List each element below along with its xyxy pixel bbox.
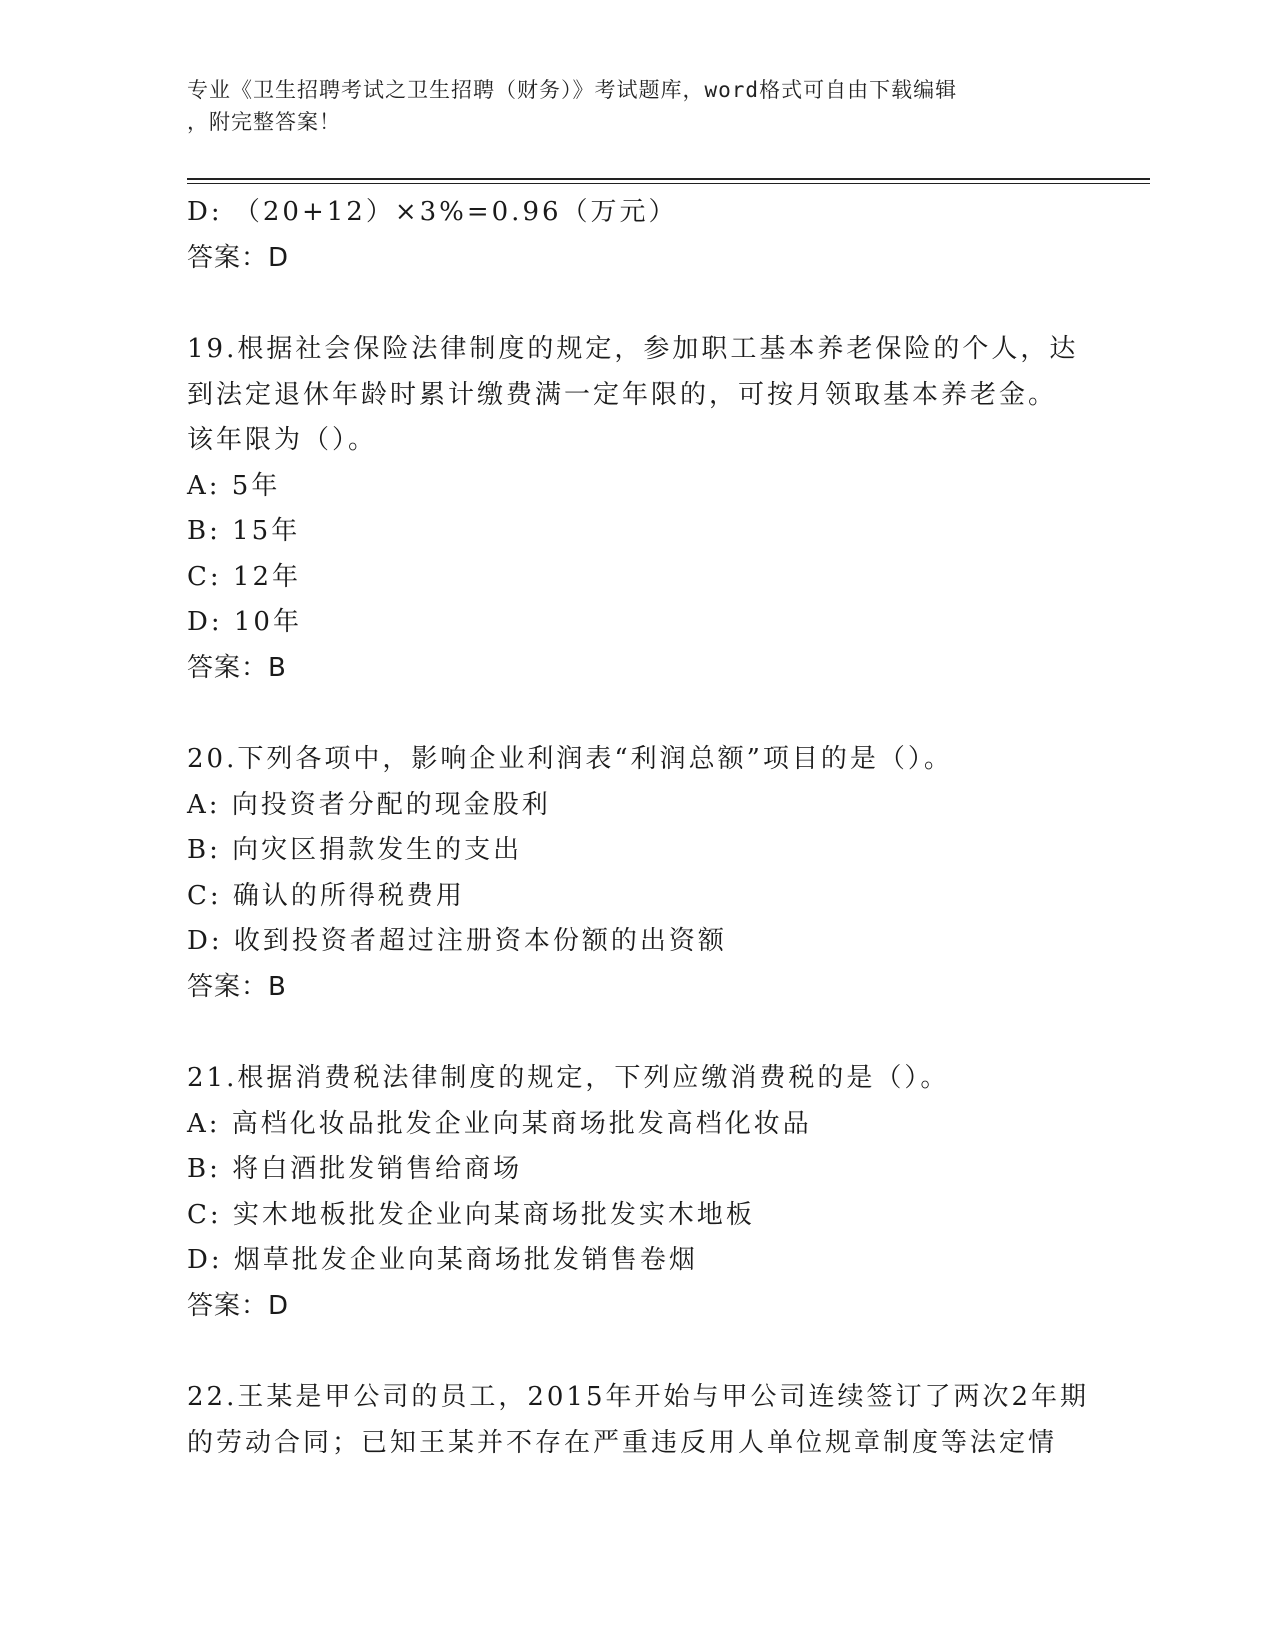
question-stem-line: 22.王某是甲公司的员工，2015年开始与甲公司连续签订了两次2年期 <box>187 1382 1090 1412</box>
header-line-2: ，附完整答案！ <box>187 110 341 134</box>
question-20 <box>187 737 1107 1010</box>
option-a: A: 5年 <box>187 470 281 501</box>
option-d: D: （20+12）×3%=0.96（万元） <box>187 197 678 227</box>
option-d: D: 烟草批发企业向某商场批发销售卷烟 <box>187 1245 698 1275</box>
spacer <box>187 1010 1107 1056</box>
header-divider-thick <box>187 178 1150 180</box>
option-c: C: 确认的所得税费用 <box>187 880 465 911</box>
header-divider-thin <box>187 183 1150 184</box>
question-stem-line: 21.根据消费税法律制度的规定，下列应缴消费税的是（）。 <box>187 1063 950 1093</box>
question-content <box>187 190 1107 1466</box>
option-a: A: 高档化妆品批发企业向某商场批发高档化妆品 <box>187 1108 812 1139</box>
question-21 <box>187 1056 1107 1329</box>
option-c: C: 实木地板批发企业向某商场批发实木地板 <box>187 1199 755 1230</box>
option-b: B: 15年 <box>187 516 301 546</box>
question-stem-line: 19.根据社会保险法律制度的规定，参加职工基本养老保险的个人，达 <box>187 334 1079 364</box>
question-stem-line: 该年限为（）。 <box>187 425 378 455</box>
option-c: C: 12年 <box>187 561 302 592</box>
answer: 答案：D <box>187 242 290 273</box>
question-22 <box>187 1375 1107 1466</box>
question-19 <box>187 327 1107 691</box>
question-stem-line: 的劳动合同；已知王某并不存在严重违反用人单位规章制度等法定情 <box>187 1427 1058 1458</box>
question-stem-line: 到法定退休年龄时累计缴费满一定年限的，可按月领取基本养老金。 <box>187 379 1058 410</box>
option-a: A: 向投资者分配的现金股利 <box>187 789 551 820</box>
answer: 答案：D <box>187 1290 290 1321</box>
answer: 答案：B <box>187 971 287 1002</box>
option-d: D: 10年 <box>187 607 302 637</box>
option-b: B: 将白酒批发销售给商场 <box>187 1154 523 1184</box>
header-line-1: 专业《卫生招聘考试之卫生招聘（财务）》考试题库，word格式可自由下载编辑 <box>187 78 958 102</box>
answer: 答案：B <box>187 652 287 683</box>
spacer <box>187 1329 1107 1375</box>
spacer <box>187 691 1107 737</box>
spacer <box>187 281 1107 327</box>
question-stem-line: 20.下列各项中，影响企业利润表“利润总额”项目的是（）。 <box>187 744 953 774</box>
option-d: D: 收到投资者超过注册资本份额的出资额 <box>187 926 727 956</box>
question-18-tail <box>187 190 1107 281</box>
option-b: B: 向灾区捐款发生的支出 <box>187 835 523 865</box>
document-header <box>187 74 1067 138</box>
